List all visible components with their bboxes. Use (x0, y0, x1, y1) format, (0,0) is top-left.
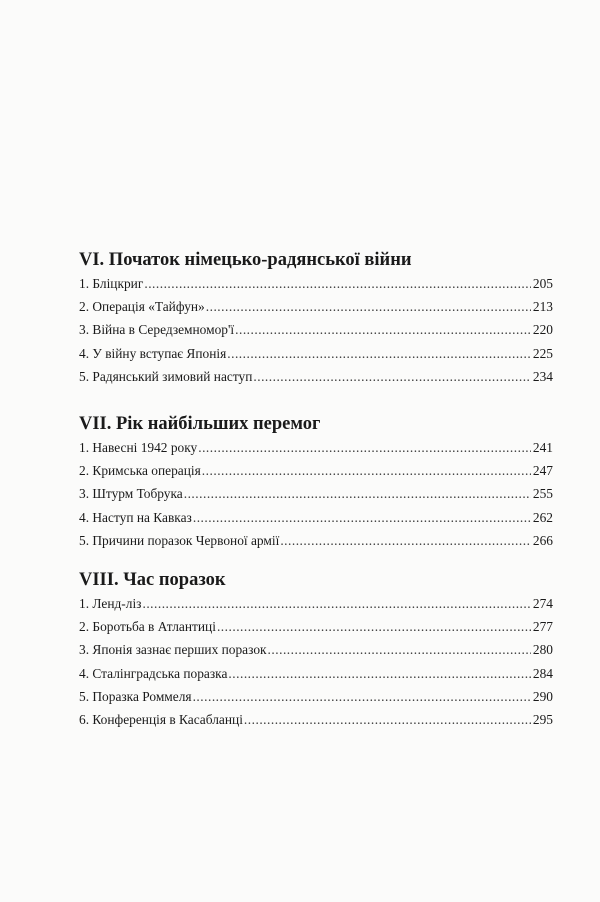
dot-leader (144, 272, 531, 295)
entry-title: 1. Навесні 1942 року (79, 440, 198, 455)
section-heading: VIII. Час поразок (79, 570, 226, 590)
entry-page-number: 247 (532, 463, 553, 479)
dot-leader (228, 662, 530, 685)
entry-title: 3. Війна в Середземномор'ї (79, 322, 235, 338)
entry-title: 3. Штурм Тобрука (79, 486, 183, 502)
dot-leader (184, 482, 531, 505)
entry-page-number: 213 (532, 299, 553, 315)
entry-page-number: 205 (532, 276, 553, 291)
entry-title: 4. У війну вступає Японія (79, 345, 227, 361)
entry-title: 4. Наступ на Кавказ (79, 509, 192, 525)
entry-page-number: 274 (532, 596, 553, 611)
toc-entry (79, 436, 553, 459)
dot-leader (217, 615, 531, 638)
dot-leader (142, 592, 530, 615)
entry-page-number: 234 (532, 368, 553, 384)
toc-section-vii (79, 413, 553, 552)
entry-title: 3. Японія зазнає перших поразок (79, 642, 267, 658)
entry-page-number: 266 (532, 532, 553, 548)
entry-page-number: 295 (532, 711, 553, 727)
entry-title: 5. Поразка Роммеля (79, 688, 192, 704)
entry-page-number: 255 (532, 486, 553, 502)
toc-section-vi (79, 249, 553, 388)
toc-entry (79, 459, 553, 482)
dot-leader (198, 436, 531, 459)
section-heading: VI. Початок німецько-радянської війни (79, 250, 412, 270)
toc-entry (79, 615, 553, 638)
dot-leader (227, 342, 531, 365)
section-heading: VII. Рік найбільших перемог (79, 414, 321, 434)
toc-entry (79, 272, 553, 295)
entry-page-number: 290 (532, 688, 553, 704)
toc-entry (79, 318, 553, 341)
toc-entry (79, 529, 553, 552)
entry-title: 6. Конференція в Касабланці (79, 711, 243, 727)
toc-entry (79, 662, 553, 685)
toc-entry (79, 685, 553, 708)
dot-leader (253, 365, 531, 388)
dot-leader (202, 459, 531, 482)
toc-entry (79, 638, 553, 661)
entry-page-number: 220 (532, 322, 553, 338)
dot-leader (235, 318, 531, 341)
toc-entry (79, 365, 553, 388)
entry-title: 1. Бліцкриг (79, 276, 144, 291)
entry-title: 2. Операція «Тайфун» (79, 299, 205, 315)
dot-leader (280, 529, 531, 552)
entry-title: 1. Ленд-ліз (79, 596, 142, 611)
dot-leader (244, 708, 531, 731)
toc-entry (79, 506, 553, 529)
dot-leader (206, 295, 531, 318)
toc-entry (79, 342, 553, 365)
entry-page-number: 280 (532, 642, 553, 658)
entry-page-number: 225 (532, 345, 553, 361)
toc-entry (79, 592, 553, 615)
entry-page-number: 284 (532, 665, 553, 681)
toc-entry (79, 295, 553, 318)
entry-title: 2. Кримська операція (79, 463, 201, 479)
toc-section-viii (79, 569, 553, 731)
entry-title: 5. Радянський зимовий наступ (79, 368, 253, 384)
entry-page-number: 277 (532, 619, 553, 635)
entry-title: 4. Сталінградська поразка (79, 665, 228, 681)
entry-title: 5. Причини поразок Червоної армії (79, 532, 280, 548)
entry-page-number: 241 (532, 440, 553, 455)
entry-page-number: 262 (532, 509, 553, 525)
dot-leader (193, 685, 531, 708)
toc-entry (79, 482, 553, 505)
dot-leader (268, 638, 531, 661)
entry-title: 2. Боротьба в Атлантиці (79, 619, 216, 635)
toc-entry (79, 708, 553, 731)
dot-leader (193, 506, 531, 529)
